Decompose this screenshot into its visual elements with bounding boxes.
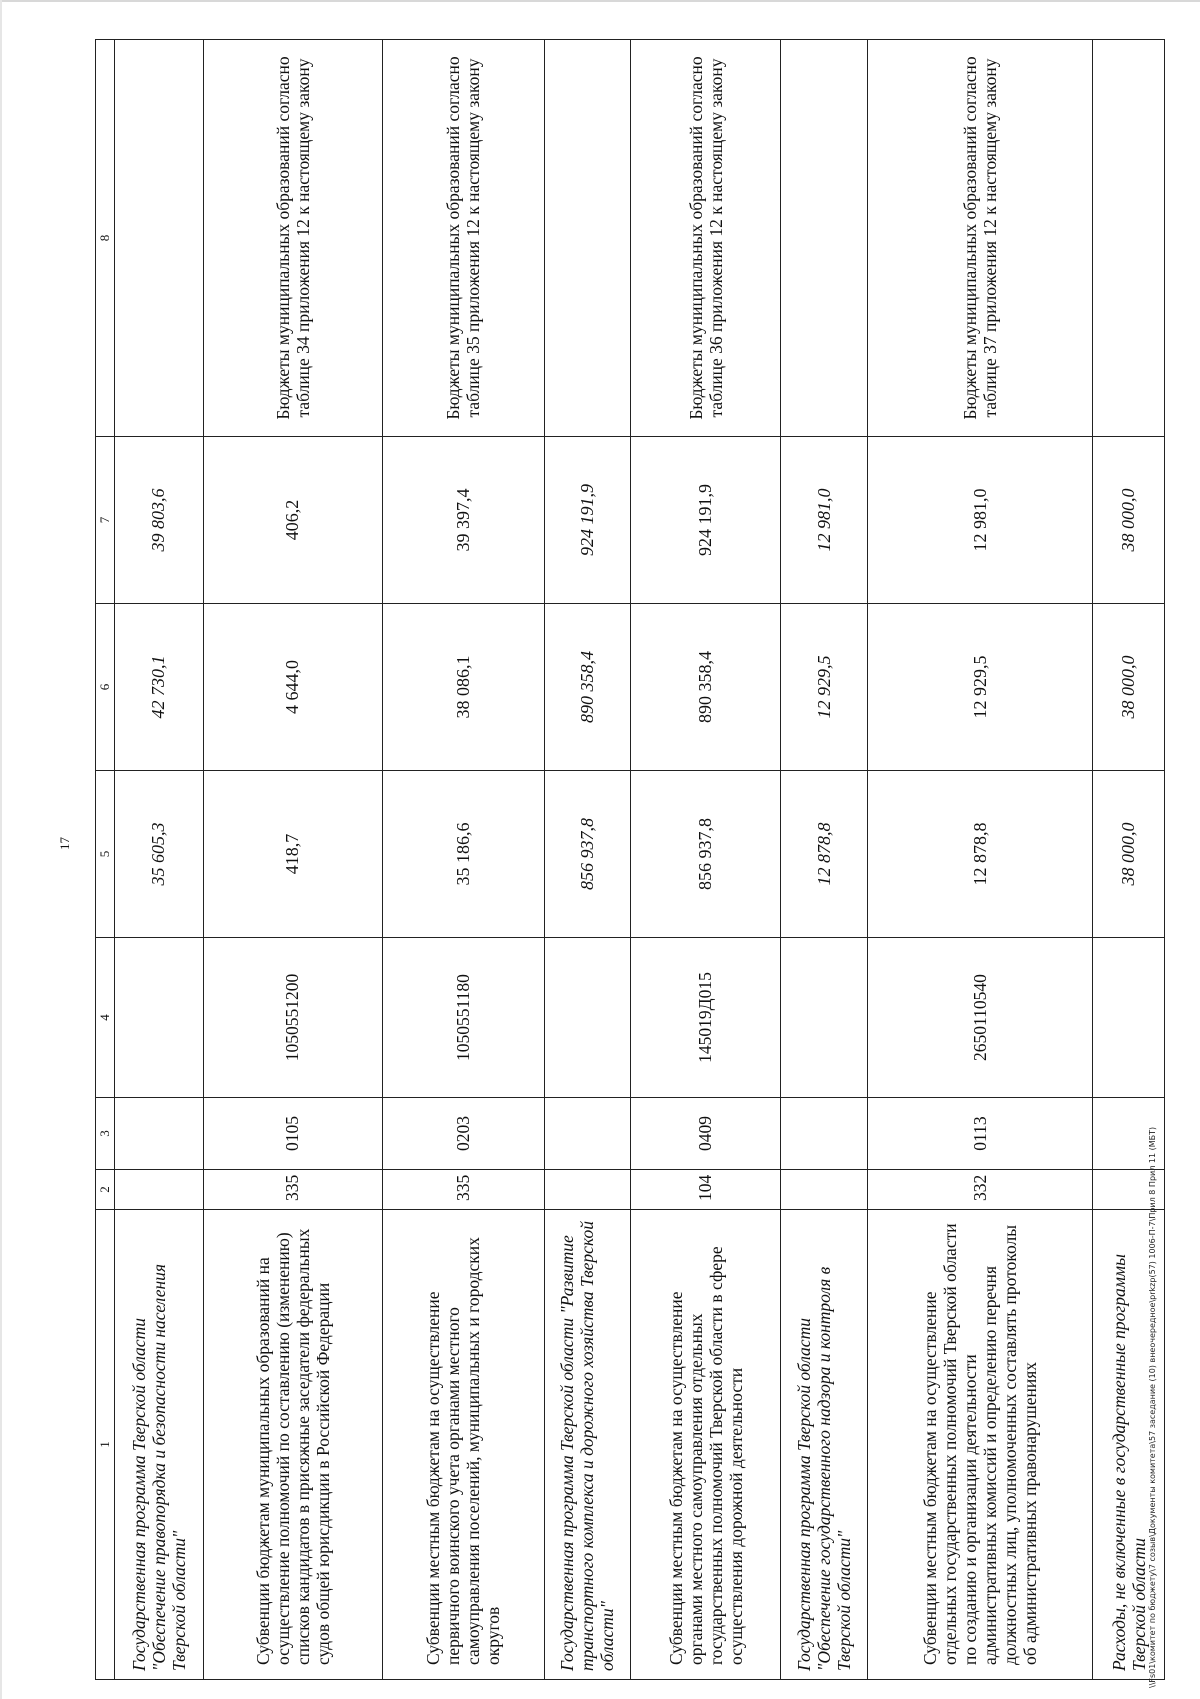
cell-col3 [115, 1098, 204, 1170]
cell-col5: 418,7 [203, 771, 382, 938]
row-name: Государственная программа Тверской области "Обеспечение государственного надзора и контроля в Тверской области" [781, 1210, 868, 1680]
table-row [781, 40, 868, 1680]
column-header: 6 [96, 604, 115, 771]
column-header: 3 [96, 1098, 115, 1170]
cell-col5: 35 186,6 [382, 771, 544, 938]
table-header-row [96, 40, 115, 1680]
cell-col2 [115, 1170, 204, 1210]
row-name: Субвенции местным бюджетам на осуществление отдельных государственных полномочий Тверской области по созданию и организации деятельности административных комиссий и определению перечня должностных лиц, уполномоченных составлять протоколы об административных правонарушениях [868, 1210, 1093, 1680]
cell-col5: 35 605,3 [115, 771, 204, 938]
cell-col2: 104 [631, 1170, 781, 1210]
table-row [544, 40, 631, 1680]
cell-col6: 890 358,4 [544, 604, 631, 771]
table-row [115, 40, 204, 1680]
cell-col8: Бюджеты муниципальных образований согласно таблице 35 приложения 12 к настоящему закону [382, 40, 544, 437]
cell-col2: 332 [868, 1170, 1093, 1210]
row-name: Субвенции местным бюджетам на осуществление органами местного самоуправления отдельных государственных полномочий Тверской области в сфере осуществления дорожной деятельности [631, 1210, 781, 1680]
table-row [868, 40, 1093, 1680]
page-number: 17 [57, 837, 72, 850]
table-row [382, 40, 544, 1680]
cell-col7: 12 981,0 [781, 437, 868, 604]
cell-col8: Бюджеты муниципальных образований согласно таблице 37 приложения 12 к настоящему закону [868, 40, 1093, 437]
cell-col6: 38 000,0 [1093, 604, 1165, 771]
cell-col6: 12 929,5 [781, 604, 868, 771]
cell-col6: 12 929,5 [868, 604, 1093, 771]
cell-col2 [544, 1170, 631, 1210]
cell-col4 [1093, 938, 1165, 1098]
cell-col7: 39 803,6 [115, 437, 204, 604]
cell-col8 [781, 40, 868, 437]
column-header: 4 [96, 938, 115, 1098]
cell-col4: 1050551180 [382, 938, 544, 1098]
scan-edge-top [0, 0, 1200, 2]
cell-col3 [544, 1098, 631, 1170]
cell-col6: 890 358,4 [631, 604, 781, 771]
cell-col4: 1050551200 [203, 938, 382, 1098]
row-name: Расходы, не включенные в государственные программы Тверской области [1093, 1210, 1165, 1680]
row-name: Субвенции бюджетам муниципальных образований на осуществление полномочий по составлению (изменению) списков кандидатов в присяжные заседатели федеральных судов общей юрисдикции в Российской Федерации [203, 1210, 382, 1680]
cell-col3 [781, 1098, 868, 1170]
cell-col6: 4 644,0 [203, 604, 382, 771]
column-header: 1 [96, 1210, 115, 1680]
cell-col7: 39 397,4 [382, 437, 544, 604]
cell-col3: 0113 [868, 1098, 1093, 1170]
cell-col3: 0409 [631, 1098, 781, 1170]
row-name: Субвенции местным бюджетам на осуществление первичного воинского учета органами местного самоуправления поселений, муниципальных и городских округов [382, 1210, 544, 1680]
cell-col8 [1093, 40, 1165, 437]
table-row [203, 40, 382, 1680]
cell-col6: 38 086,1 [382, 604, 544, 771]
scan-edge-left [0, 0, 2, 1699]
column-header: 5 [96, 771, 115, 938]
row-name: Государственная программа Тверской области "Обеспечение правопорядка и безопасности населения Тверской области" [115, 1210, 204, 1680]
column-header: 2 [96, 1170, 115, 1210]
footer-file-path: \\Fs01\комитет по бюджету\7 созыв\Документы комитета\57 заседание (10) внеочередное\prkzp(57) 1006-П-7\Прил 8 Прил 11 (МБТ) [1148, 1126, 1157, 1688]
cell-col2: 335 [203, 1170, 382, 1210]
cell-col8 [115, 40, 204, 437]
cell-col7: 924 191,9 [544, 437, 631, 604]
cell-col7: 38 000,0 [1093, 437, 1165, 604]
cell-col7: 12 981,0 [868, 437, 1093, 604]
cell-col3: 0203 [382, 1098, 544, 1170]
cell-col4: 145019Д015 [631, 938, 781, 1098]
column-header: 8 [96, 40, 115, 437]
cell-col4 [115, 938, 204, 1098]
cell-col6: 42 730,1 [115, 604, 204, 771]
table-row [631, 40, 781, 1680]
cell-col7: 406,2 [203, 437, 382, 604]
row-name: Государственная программа Тверской области "Развитие транспортного комплекса и дорожного хозяйства Тверской области" [544, 1210, 631, 1680]
rotated-page [57, 40, 1165, 1680]
cell-col3: 0105 [203, 1098, 382, 1170]
column-header: 7 [96, 437, 115, 604]
cell-col5: 856 937,8 [631, 771, 781, 938]
cell-col2: 335 [382, 1170, 544, 1210]
cell-col5: 38 000,0 [1093, 771, 1165, 938]
cell-col4: 2650110540 [868, 938, 1093, 1098]
cell-col2 [781, 1170, 868, 1210]
budget-table [95, 39, 1165, 1680]
cell-col5: 856 937,8 [544, 771, 631, 938]
cell-col5: 12 878,8 [868, 771, 1093, 938]
cell-col5: 12 878,8 [781, 771, 868, 938]
cell-col8: Бюджеты муниципальных образований согласно таблице 34 приложения 12 к настоящему закону [203, 40, 382, 437]
cell-col8 [544, 40, 631, 437]
cell-col8: Бюджеты муниципальных образований согласно таблице 36 приложения 12 к настоящему закону [631, 40, 781, 437]
cell-col4 [544, 938, 631, 1098]
cell-col7: 924 191,9 [631, 437, 781, 604]
cell-col4 [781, 938, 868, 1098]
